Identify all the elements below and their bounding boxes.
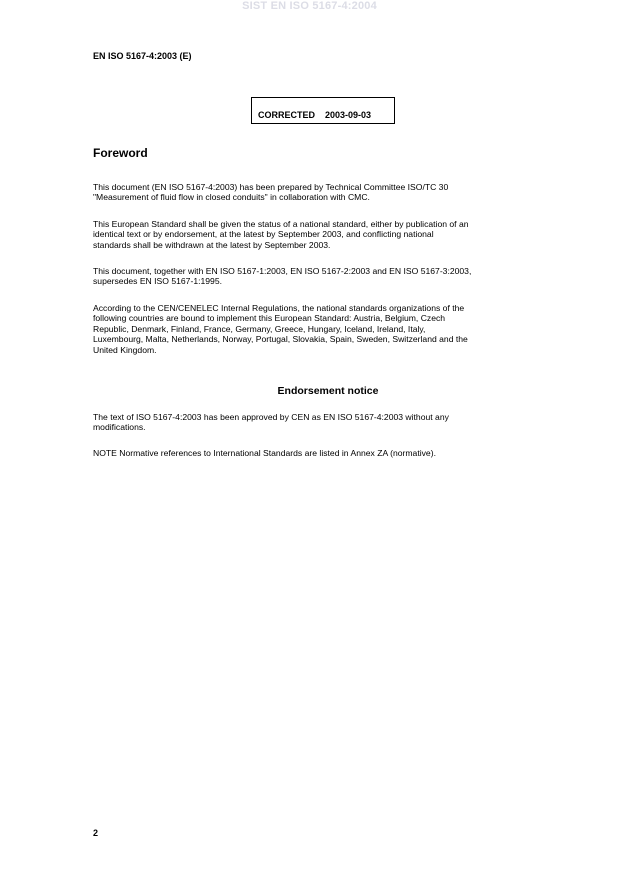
foreword-paragraph-3 [93,266,563,287]
endorsement-heading: Endorsement notice [277,385,379,397]
paragraph-line: following countries are bound to implement this European Standard: Austria, Belgium, Czech [93,313,446,324]
endorsement-note [93,448,563,458]
paragraph-line: standards shall be withdrawn at the latest by September 2003. [93,239,331,250]
corrected-stamp [251,97,395,124]
foreword-heading: Foreword [93,146,148,160]
paragraph-line: Republic, Denmark, Finland, France, Germany, Greece, Hungary, Iceland, Ireland, Italy, [93,323,426,334]
paragraph-line: modifications. [93,422,146,433]
corrected-label: CORRECTED [258,110,316,120]
paragraph-line: The text of ISO 5167-4:2003 has been approved by CEN as EN ISO 5167-4:2003 without any [93,412,449,422]
paragraph-line: supersedes EN ISO 5167-1:1995. [93,276,222,287]
paragraph-line: According to the CEN/CENELEC Internal Regulations, the national standards organizations of the [93,303,465,313]
document-id: EN ISO 5167-4:2003 (E) [93,51,192,61]
corrected-date: 2003-09-03 [325,110,372,120]
paragraph-line: This document (EN ISO 5167-4:2003) has been prepared by Technical Committee ISO/TC 30 [93,182,449,192]
page-number: 2 [93,828,99,838]
foreword-paragraph-4 [93,303,563,355]
endorsement-paragraph-1 [93,412,563,433]
paragraph-line: Luxembourg, Malta, Netherlands, Norway, Portugal, Slovakia, Spain, Sweden, Switzerland and the [93,334,468,345]
foreword-paragraph-1 [93,182,563,203]
paragraph-line: This document, together with EN ISO 5167-1:2003, EN ISO 5167-2:2003 and EN ISO 5167-3:2003, [93,266,472,276]
paragraph-line: "Measurement of fluid flow in closed conduits" in collaboration with CMC. [93,192,370,203]
paragraph-line: This European Standard shall be given the status of a national standard, either by publication of an [93,219,469,229]
foreword-paragraph-2 [93,219,563,250]
watermark: SIST EN ISO 5167-4:2004 [242,0,377,12]
paragraph-line: identical text or by endorsement, at the latest by September 2003, and conflicting national [93,229,434,240]
paragraph-line: United Kingdom. [93,344,157,355]
paragraph-line: NOTE Normative references to International Standards are listed in Annex ZA (normative). [93,448,436,458]
